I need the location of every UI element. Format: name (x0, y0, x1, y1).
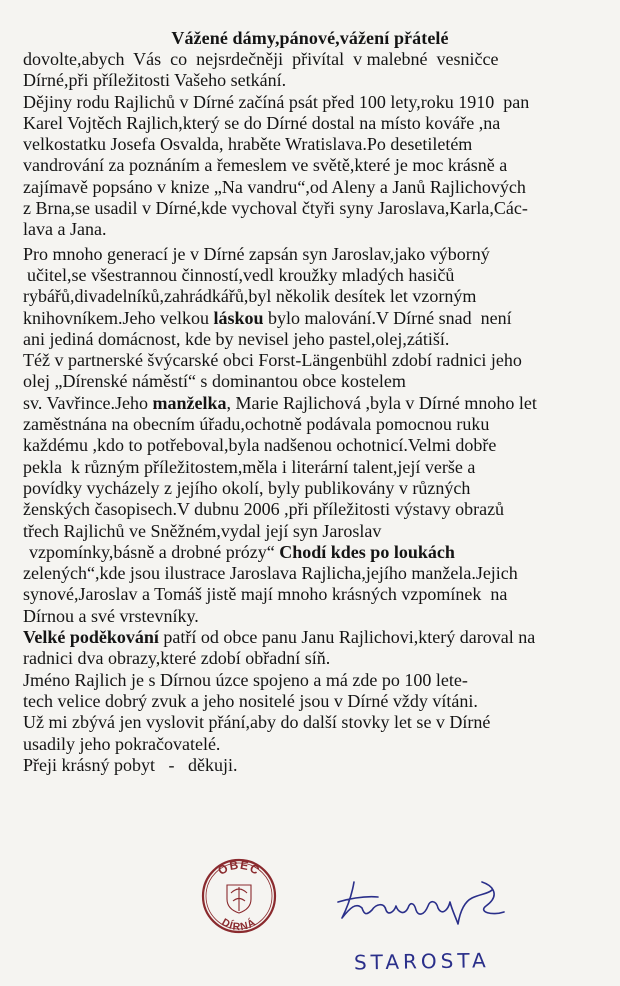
text-line: vandrování za poznáním a řemeslem ve světě,které je moc krásně a (23, 155, 508, 176)
text-line-love: knihovníkem.Jeho velkou láskou bylo malování.V Dírné snad není (23, 307, 512, 328)
text-line: zaměstnána na obecním úřadu,ochotně podávala pomocnou ruku (23, 414, 490, 435)
bold-phrase: láskou (213, 307, 264, 328)
text-line: olej „Dírenské náměstí“ s dominantou obce kostelem (23, 371, 406, 392)
text-line: Dějiny rodu Rajlichů v Dírné začíná psát před 100 lety,roku 1910 pan (23, 91, 530, 112)
text-line: ženských časopisech.V dubnu 2006 ,při příležitosti výstavy obrazů (23, 499, 505, 520)
text-line-wife: sv. Vavřince.Jeho manželka, Marie Rajlichová ,byla v Dírné mnoho let (23, 392, 537, 413)
text-line: usadily jeho pokračovatelé. (23, 733, 221, 754)
coat-of-arms-icon (227, 885, 251, 913)
text-line-book-title: vzpomínky,básně a drobné prózy“ Chodí kdes po loukách (29, 541, 455, 562)
text-line: Pro mnoho generací je v Dírné zapsán syn Jaroslav,jako výborný (23, 243, 490, 264)
text-line: Už mi zbývá jen vyslovit přání,aby do další stovky let se v Dírné (23, 712, 491, 733)
svg-text:DÍRNÁ (220, 915, 259, 933)
bold-phrase: Velké poděkování (23, 627, 159, 648)
text-line: Též v partnerské švýcarské obci Forst-Längenbühl zdobí radnici jeho (23, 350, 522, 371)
text-line: zajímavě popsáno v knize „Na vandru“,od Aleny a Janů Rajlichových (23, 176, 526, 197)
text-line: učitel,se všestrannou činností,vedl kroužky mladých hasičů (27, 264, 455, 285)
handwritten-signature (332, 872, 532, 932)
text-line: radnici dva obrazy,které zdobí obřadní síň. (23, 648, 331, 669)
document-body (23, 49, 613, 776)
text-line: Přeji krásný pobyt - děkuji. (23, 754, 238, 775)
bold-phrase: Chodí kdes po loukách (279, 541, 455, 562)
municipal-stamp (200, 855, 278, 937)
text-line: Dírnou a své vrstevníky. (23, 605, 199, 626)
starosta-label (350, 944, 540, 976)
document-title: Vážené dámy,pánové,vážení přátelé (171, 28, 449, 48)
text-line: tech velice dobrý zvuk a jeho nositelé jsou v Dírné vždy vítáni. (23, 690, 478, 711)
role-label-text: STAROSTA (353, 948, 490, 975)
text-line: Karel Vojtěch Rajlich,který se do Dírné dostal na místo kováře ,na (23, 112, 501, 133)
text-line: ani jediná domácnost, kde by nevisel jeho pastel,olej,zátiší. (23, 328, 450, 349)
text-line: Dírné,při příležitosti Vašeho setkání. (23, 70, 287, 91)
text-line: dovolte,abych Vás co nejsrdečněji přivítal v malebné vesničce (23, 49, 499, 69)
text-line: rybářů,divadelníků,zahrádkářů,byl několik desítek let vzorným (23, 286, 477, 307)
text-line: Jméno Rajlich je s Dírnou úzce spojeno a má zde po 100 lete- (23, 669, 468, 690)
text-line: lava a Jana. (23, 219, 107, 240)
text-line: z Brna,se usadil v Dírné,kde vychoval čtyři syny Jaroslava,Karla,Các- (23, 198, 528, 219)
text-line: povídky vycházely z jejího okolí, byly publikovány v různých (23, 477, 471, 498)
text-line-thanks: Velké poděkování patří od obce panu Janu Rajlichovi,který daroval na (23, 627, 536, 648)
stamp-top-text: OBEC (215, 857, 263, 878)
text-line: každému ,kdo to potřeboval,byla nadšenou ochotnicí.Velmi dobře (23, 435, 497, 456)
text-line: pekla k různým příležitostem,měla i literární talent,její verše a (23, 456, 476, 477)
text-line: velkostatku Josefa Osvalda, hraběte Wratislava.Po desetiletém (23, 134, 473, 155)
text-line: zelených“,kde jsou ilustrace Jaroslava Rajlicha,jejího manžela.Jejich (23, 563, 518, 584)
text-line: třech Rajlichů ve Sněžném,vydal její syn Jaroslav (23, 520, 382, 541)
stamp-bottom-text: DÍRNÁ (219, 916, 259, 934)
bold-phrase: manželka (152, 392, 227, 413)
text-line: synové,Jaroslav a Tomáš jistě mají mnoho krásných vzpomínek na (23, 584, 508, 605)
